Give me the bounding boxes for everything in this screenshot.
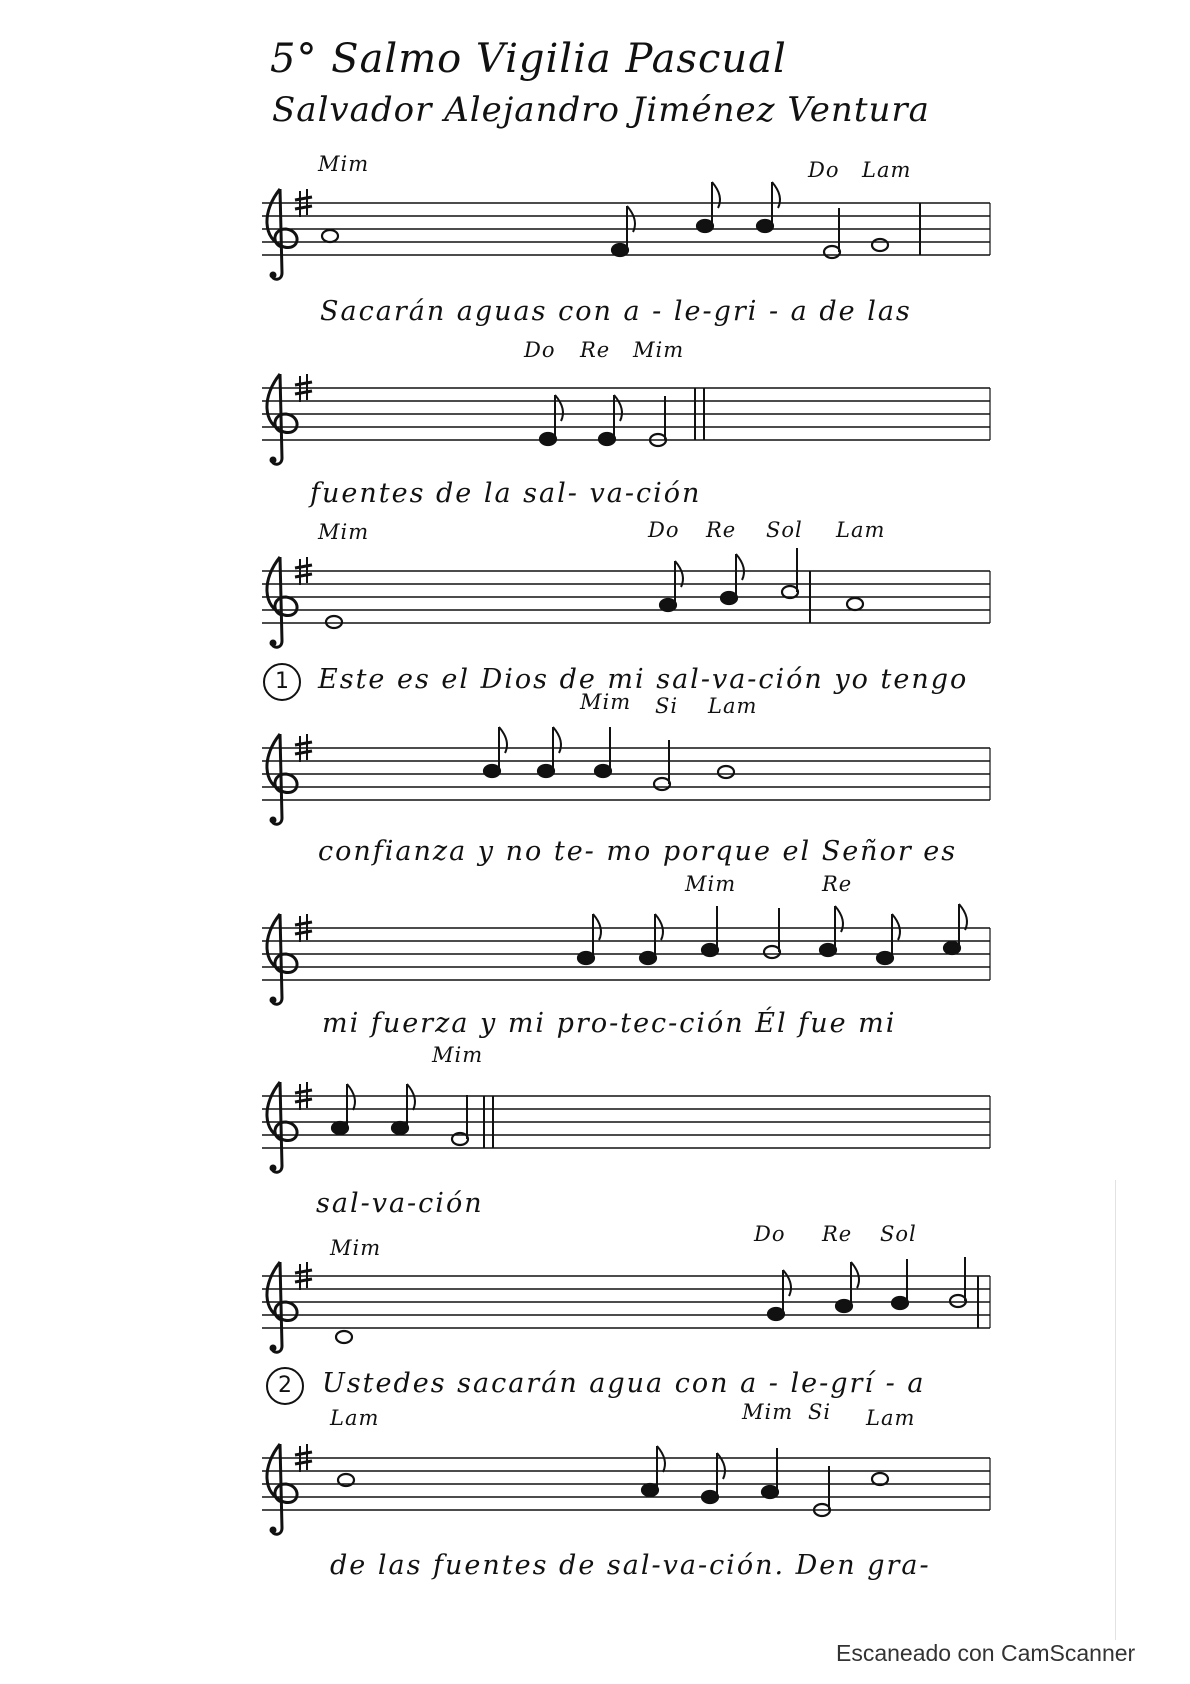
music-staff	[0, 185, 1190, 275]
chord: Lam	[836, 518, 886, 542]
music-staff	[0, 910, 1190, 1000]
half-note	[814, 1466, 830, 1516]
chord: Mim	[742, 1400, 794, 1424]
half-note	[950, 1257, 978, 1328]
whole-note	[718, 766, 734, 778]
chord: Mim	[318, 520, 370, 544]
eighth-note	[702, 1453, 725, 1503]
eighth-note	[757, 182, 780, 232]
eighth-note	[540, 395, 563, 445]
eighth-note	[578, 914, 601, 964]
stanza-number: 1	[263, 663, 301, 701]
quarter-note	[762, 1448, 778, 1498]
chord: Do	[648, 518, 680, 542]
chord: Mim	[633, 338, 685, 362]
chord: Lam	[330, 1406, 380, 1430]
chord: Re	[822, 1222, 853, 1246]
whole-note	[872, 1473, 888, 1485]
stanza-number: 2	[266, 1367, 304, 1405]
chord: Si	[808, 1400, 832, 1424]
eighth-note	[768, 1270, 791, 1320]
whole-note	[322, 230, 338, 242]
music-staff	[0, 1078, 1190, 1168]
chord: Mim	[685, 872, 737, 896]
chord: Re	[580, 338, 611, 362]
quarter-note	[702, 906, 718, 956]
chord: Lam	[862, 158, 912, 182]
quarter-note	[595, 727, 611, 777]
half-note	[452, 1095, 468, 1145]
eighth-note	[538, 727, 561, 777]
lyrics-line: confianza y no te- mo porque el Señor es	[318, 836, 958, 867]
title-line-2: Salvador Alejandro Jiménez Ventura	[272, 90, 930, 130]
eighth-note	[697, 182, 720, 232]
music-staff	[0, 1258, 1190, 1348]
chord: Lam	[708, 694, 758, 718]
music-staff	[0, 730, 1190, 820]
chord: Do	[754, 1222, 786, 1246]
eighth-note	[836, 1262, 859, 1312]
whole-note	[872, 239, 888, 251]
chord: Sol	[880, 1222, 917, 1246]
eighth-note	[599, 395, 622, 445]
music-staff	[0, 370, 1190, 460]
eighth-note	[877, 914, 900, 964]
lyrics-line: de las fuentes de sal-va-ción. Den gra-	[330, 1550, 931, 1581]
chord: Sol	[766, 518, 803, 542]
chord: Re	[822, 872, 853, 896]
chord: Do	[524, 338, 556, 362]
chord: Do	[808, 158, 840, 182]
eighth-note	[484, 727, 507, 777]
chord: Lam	[866, 1406, 916, 1430]
half-note	[650, 396, 666, 446]
eighth-note	[640, 914, 663, 964]
whole-note	[336, 1331, 352, 1343]
scanner-watermark: Escaneado con CamScanner	[836, 1640, 1136, 1666]
lyrics-line: Este es el Dios de mi sal-va-ción yo tengo	[318, 664, 969, 695]
lyrics-line: sal-va-ción	[316, 1188, 484, 1219]
lyrics-line: Sacarán aguas con a - le-gri - a de las	[320, 296, 912, 327]
whole-note	[326, 616, 342, 628]
title-line-1: 5° Salmo Vigilia Pascual	[270, 36, 787, 82]
lyrics-line: Ustedes sacarán agua con a - le-grí - a	[322, 1368, 926, 1399]
eighth-note	[612, 206, 635, 256]
chord: Mim	[318, 152, 370, 176]
chord: Si	[655, 694, 679, 718]
quarter-note	[892, 1259, 908, 1309]
lyrics-line: fuentes de la sal- va-ción	[310, 478, 702, 509]
scan-edge-line	[1115, 1180, 1116, 1640]
chord: Mim	[330, 1236, 382, 1260]
half-note	[764, 908, 780, 958]
eighth-note	[660, 561, 683, 611]
chord: Mim	[580, 690, 632, 714]
chord: Re	[706, 518, 737, 542]
half-note	[782, 548, 810, 623]
music-staff	[0, 553, 1190, 643]
eighth-note	[820, 906, 843, 956]
lyrics-line: mi fuerza y mi pro-tec-ción Él fue mi	[322, 1008, 897, 1039]
whole-note	[847, 598, 863, 610]
music-staff	[0, 1440, 1190, 1530]
chord: Mim	[432, 1043, 484, 1067]
eighth-note	[944, 904, 967, 954]
